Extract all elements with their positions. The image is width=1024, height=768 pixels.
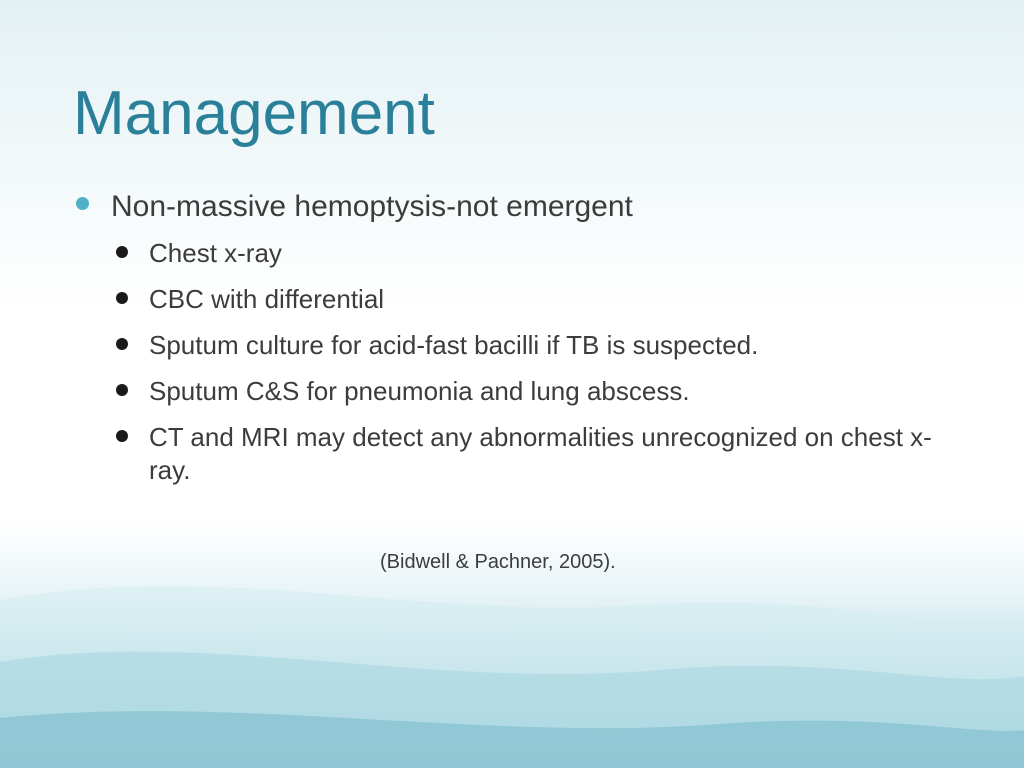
sub-bullet-text: Sputum culture for acid-fast bacilli if TB is suspected. [149,330,759,360]
sub-bullet-item [149,283,949,316]
sub-bullet-text: CT and MRI may detect any abnormalities unrecognized on chest x-ray. [149,422,932,485]
sub-bullet-item [149,237,949,270]
citation-text: (Bidwell & Pachner, 2005). [380,551,616,573]
bullet-level2-dot [116,430,128,442]
sub-bullet-text: CBC with differential [149,284,385,314]
sub-bullet-item [149,329,949,362]
bullet-level1-dot [76,197,89,210]
bullet-level2-dot [116,338,128,350]
sub-bullet-list [149,237,949,500]
sub-bullet-text: Chest x-ray [149,238,282,268]
bullet-level2-dot [116,384,128,396]
bullet-level2-dot [116,292,128,304]
bullet-level2-dot [116,246,128,258]
sub-bullet-item [149,421,949,487]
sub-bullet-item [149,375,949,408]
slide-title: Management [73,79,435,148]
sub-bullet-text: Sputum C&S for pneumonia and lung abscess. [149,376,690,406]
bullet-level1-text: Non-massive hemoptysis-not emergent [111,190,633,223]
